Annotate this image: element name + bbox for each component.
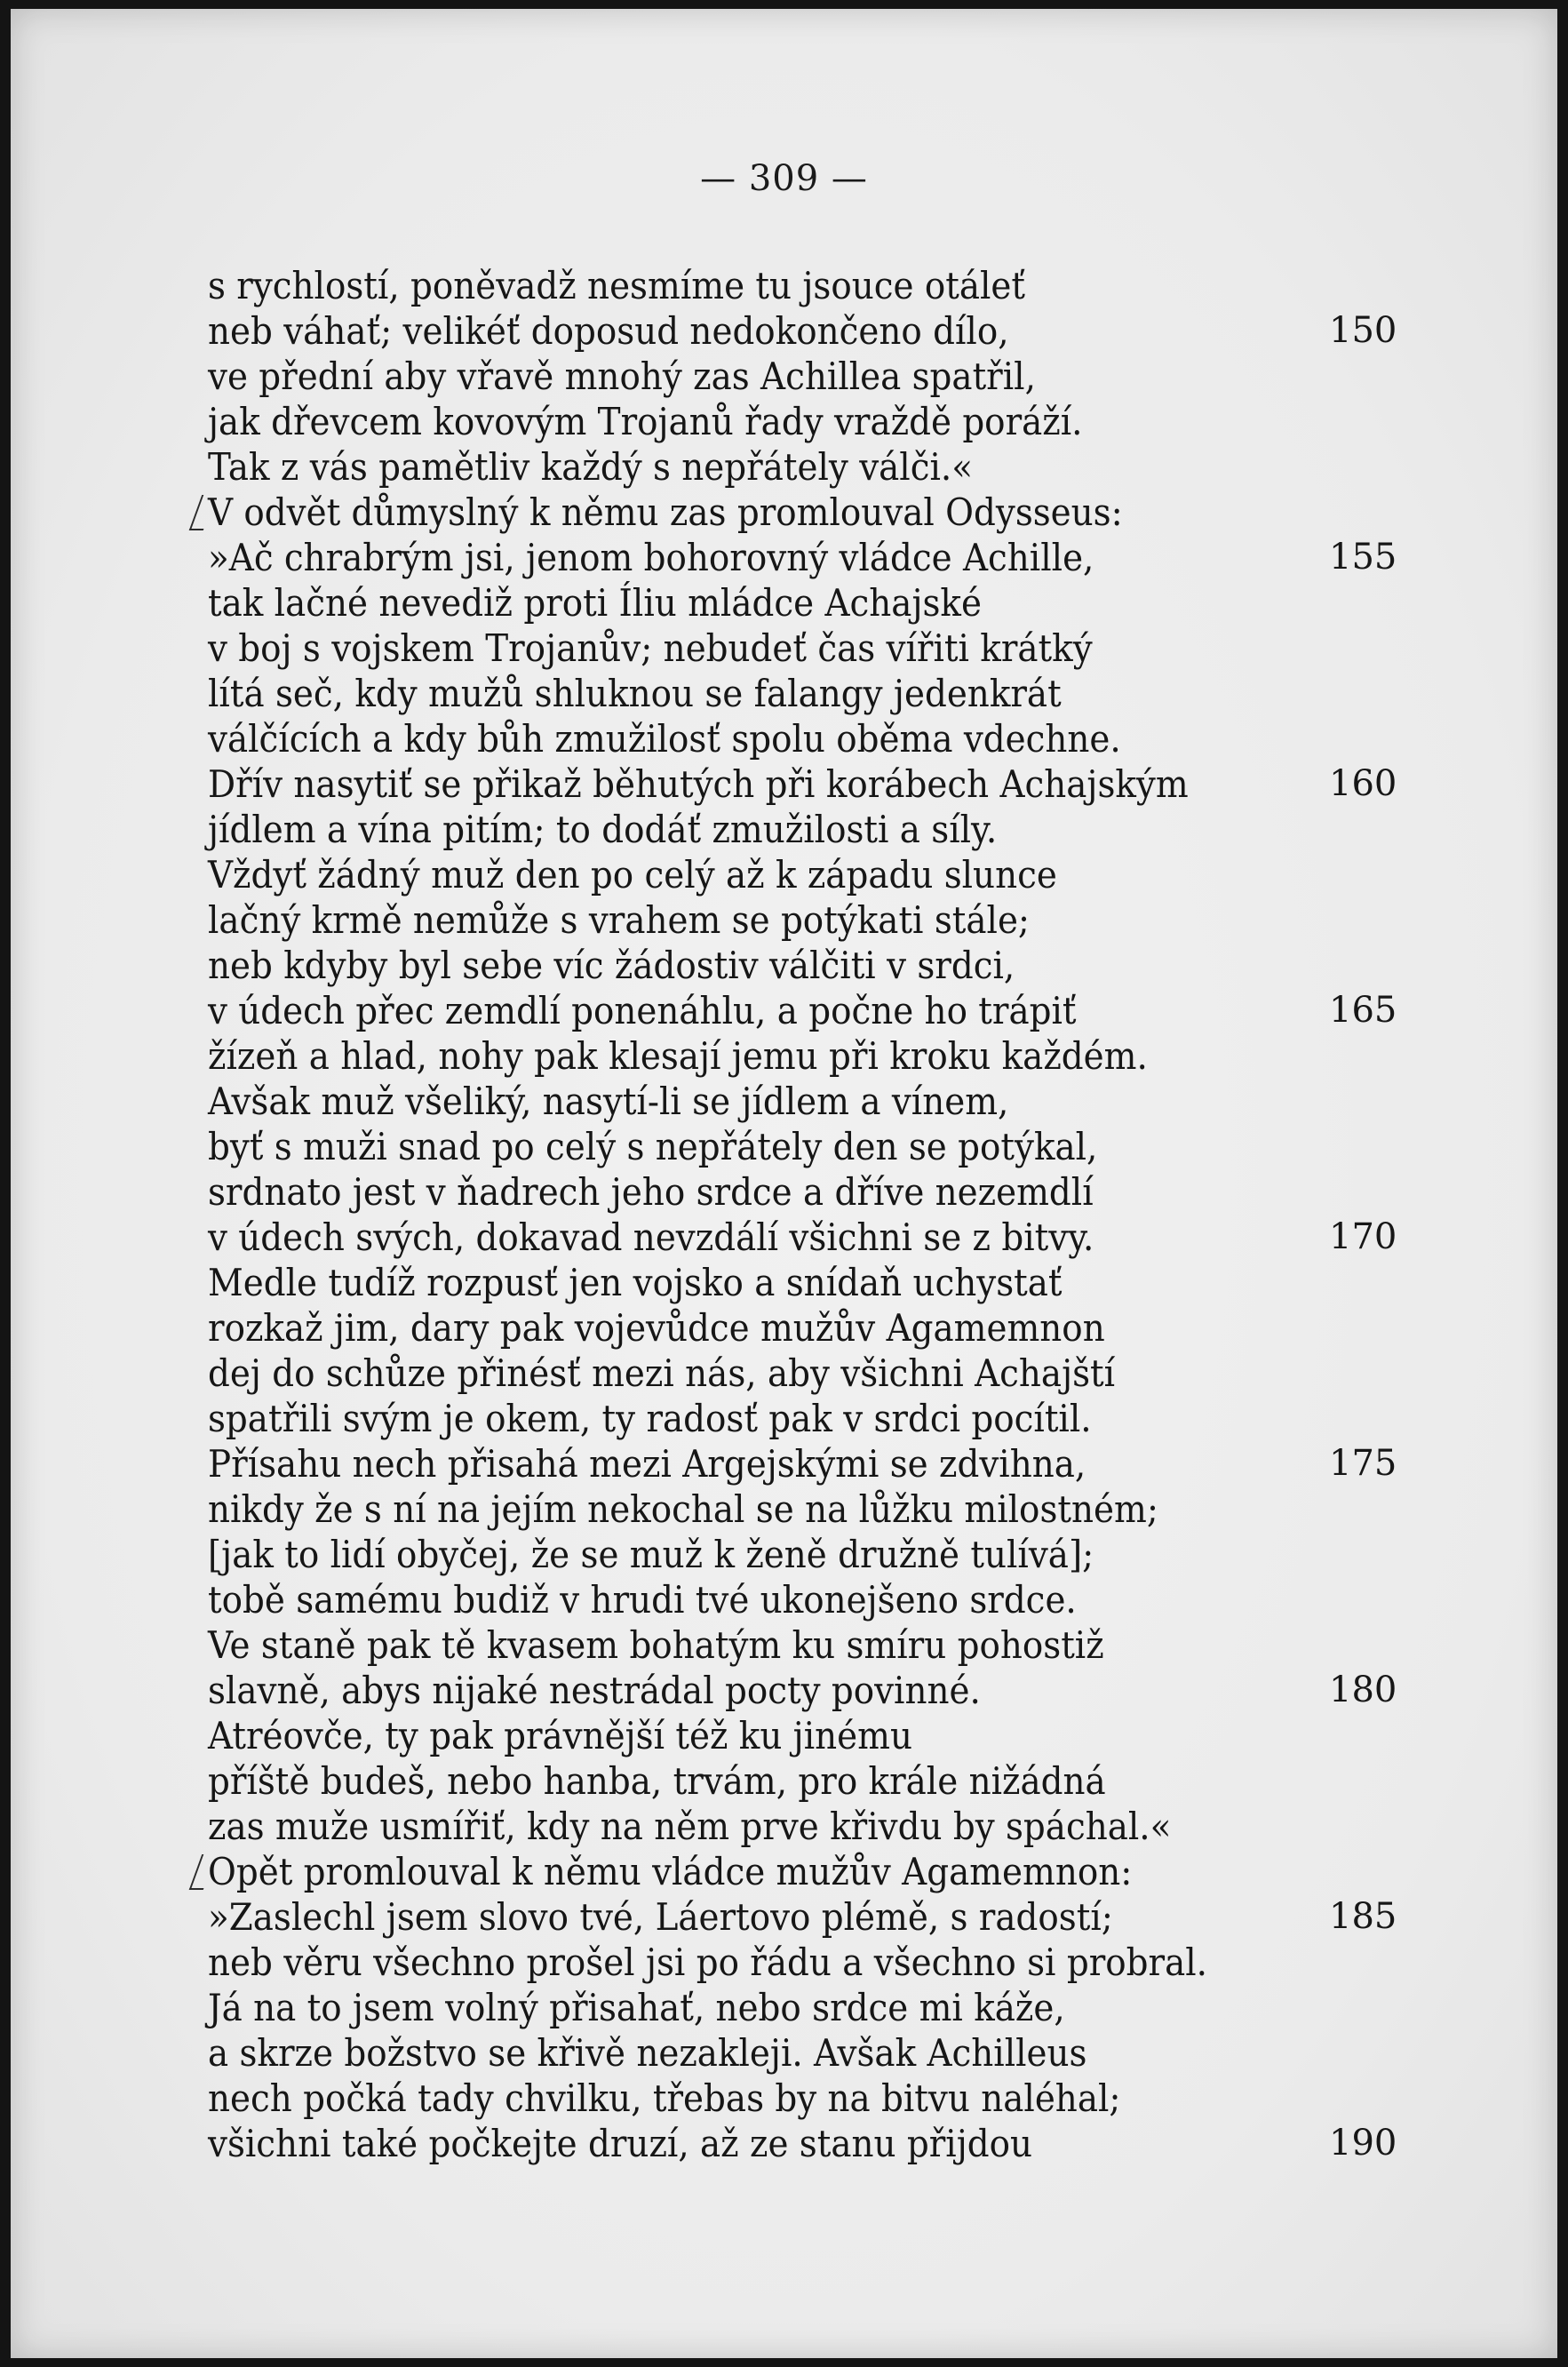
verse-line <box>208 988 1397 1033</box>
line-number: 170 <box>1329 1216 1397 1257</box>
verse-line <box>208 2121 1397 2166</box>
verse-text: Opět promlouval k němu vládce mužův Agamemnon: <box>208 1850 1133 1893</box>
verse-text: zas muže usmířiť, kdy na něm prve křivdu by spáchal.« <box>208 1805 1172 1848</box>
verse-text: v údech přec zemdlí ponenáhlu, a počne ho trápiť <box>208 989 1077 1032</box>
verse-text: Já na to jsem volný přisahať, nebo srdce mi káže, <box>208 1986 1065 2029</box>
verse-text: jak dřevcem kovovým Trojanů řady vraždě poráží. <box>208 400 1083 443</box>
verse-line <box>208 897 1389 943</box>
line-number: 185 <box>1329 1896 1397 1937</box>
verse-text: neb váhať; velikéť doposud nedokončeno dílo, <box>208 309 1009 353</box>
verse-block <box>208 263 1397 2166</box>
verse-line <box>208 2030 1389 2076</box>
verse-text: Vždyť žádný muž den po celý až k západu slunce <box>208 853 1057 897</box>
verse-line <box>208 580 1389 626</box>
verse-line <box>208 1260 1389 1305</box>
verse-line <box>208 1169 1389 1215</box>
verse-line <box>208 1577 1389 1622</box>
verse-text: byť s muži snad po celý s nepřátely den se potýkal, <box>208 1125 1098 1168</box>
line-number: 160 <box>1329 763 1397 804</box>
verse-text: »Zaslechl jsem slovo tvé, Láertovo plémě, s radostí; <box>208 1895 1113 1939</box>
line-number: 175 <box>1329 1443 1397 1484</box>
verse-line <box>208 852 1389 897</box>
verse-text: slavně, abys nijaké nestrádal pocty povinné. <box>208 1669 981 1712</box>
verse-line <box>208 1804 1389 1849</box>
verse-text: nech počká tady chvilku, třebas by na bitvu naléhal; <box>208 2076 1121 2120</box>
verse-line <box>208 1215 1397 1260</box>
verse-text: lačný krmě nemůže s vrahem se potýkati stále; <box>208 898 1031 942</box>
verse-text: Dřív nasytiť se přikaž běhutých při korábech Achajským <box>208 762 1189 806</box>
verse-text: Avšak muž všeliký, nasytí-li se jídlem a vínem, <box>208 1080 1009 1123</box>
verse-line <box>208 444 1389 490</box>
verse-text: Tak z vás pamětliv každý s nepřátely válči.« <box>208 445 974 489</box>
verse-line <box>208 671 1389 716</box>
verse-line <box>208 1940 1389 1985</box>
verse-line <box>208 535 1397 580</box>
verse-text: [jak to lidí obyčej, že se muž k ženě družně tulívá]; <box>208 1533 1094 1576</box>
verse-line <box>208 1849 1389 1894</box>
verse-line <box>208 490 1389 535</box>
verse-line <box>208 1486 1389 1532</box>
verse-line <box>208 626 1389 671</box>
verse-text: jídlem a vína pitím; to dodáť zmužilosti a síly. <box>208 808 998 851</box>
verse-text: příště budeš, nebo hanba, trvám, pro krále nižádná <box>208 1759 1106 1803</box>
verse-text: všichni také počkejte druzí, až ze stanu přijdou <box>208 2122 1033 2165</box>
verse-text: spatřili svým je okem, ty radosť pak v srdci pocítil. <box>208 1397 1092 1440</box>
verse-text: žízeň a hlad, nohy pak klesají jemu při kroku každém. <box>208 1034 1148 1078</box>
verse-text: tak lačné nevediž proti Íliu mládce Achajské <box>208 581 982 625</box>
verse-line <box>208 943 1389 988</box>
verse-text: dej do schůze přinésť mezi nás, aby všichni Achajští <box>208 1351 1116 1395</box>
line-number: 165 <box>1329 990 1397 1031</box>
verse-text: Medle tudíž rozpusť jen vojsko a snídaň uchystať <box>208 1261 1063 1304</box>
verse-line <box>208 1351 1389 1396</box>
verse-text: Atréovče, ty pak právnější též ku jinému <box>208 1714 913 1757</box>
verse-line <box>208 1622 1389 1668</box>
verse-line <box>208 1985 1389 2030</box>
verse-line <box>208 399 1389 444</box>
verse-text: nikdy že s ní na jejím nekochal se na lůžku milostném; <box>208 1487 1158 1531</box>
verse-line <box>208 263 1389 308</box>
line-number: 155 <box>1329 537 1397 578</box>
verse-line <box>208 761 1397 807</box>
verse-text: válčících a kdy bůh zmužilosť spolu oběma vdechne. <box>208 717 1121 761</box>
verse-line <box>208 1532 1389 1577</box>
verse-line <box>208 1079 1389 1124</box>
page-number: — 309 — <box>700 158 868 199</box>
verse-text: »Ač chrabrým jsi, jenom bohorovný vládce Achille, <box>208 536 1094 579</box>
verse-line <box>208 716 1389 761</box>
verse-line <box>208 1033 1389 1079</box>
verse-text: V odvět důmyslný k němu zas promlouval Odysseus: <box>208 490 1123 534</box>
verse-line <box>208 2076 1389 2121</box>
verse-line <box>208 1124 1389 1169</box>
verse-text: Přísahu nech přisahá mezi Argejskými se zdvihna, <box>208 1442 1086 1486</box>
verse-text: ve přední aby vřavě mnohý zas Achillea spatřil, <box>208 355 1036 398</box>
verse-text: v boj s vojskem Trojanův; nebudeť čas vířiti krátký <box>208 626 1093 670</box>
verse-text: tobě samému budiž v hrudi tvé ukonejšeno srdce. <box>208 1578 1077 1622</box>
verse-text: srdnato jest v ňadrech jeho srdce a dříve nezemdlí <box>208 1170 1094 1214</box>
verse-line <box>208 1713 1389 1758</box>
verse-text: Ve staně pak tě kvasem bohatým ku smíru pohostiž <box>208 1623 1104 1667</box>
book-page <box>11 9 1557 2358</box>
line-number: 150 <box>1329 310 1397 351</box>
verse-text: lítá seč, kdy mužů shluknou se falangy jedenkrát <box>208 672 1062 715</box>
verse-text: s rychlostí, poněvadž nesmíme tu jsouce otáleť <box>208 264 1026 307</box>
verse-line <box>208 308 1397 354</box>
verse-line <box>208 807 1389 852</box>
verse-line <box>208 1668 1397 1713</box>
verse-text: a skrze božstvo se křivě nezakleji. Avšak Achilleus <box>208 2031 1087 2075</box>
verse-text: v údech svých, dokavad nevzdálí všichni se z bitvy. <box>208 1215 1094 1259</box>
verse-line <box>208 1396 1389 1441</box>
verse-text: neb věru všechno prošel jsi po řádu a všechno si probral. <box>208 1941 1208 1984</box>
verse-line <box>208 354 1389 399</box>
line-number: 180 <box>1329 1670 1397 1710</box>
verse-line <box>208 1441 1397 1486</box>
verse-text: neb kdyby byl sebe víc žádostiv válčiti v srdci, <box>208 944 1015 987</box>
verse-line <box>208 1305 1389 1351</box>
verse-text: rozkaž jim, dary pak vojevůdce mužův Agamemnon <box>208 1306 1105 1350</box>
verse-line <box>208 1894 1397 1940</box>
line-number: 190 <box>1329 2123 1397 2164</box>
verse-line <box>208 1758 1389 1804</box>
